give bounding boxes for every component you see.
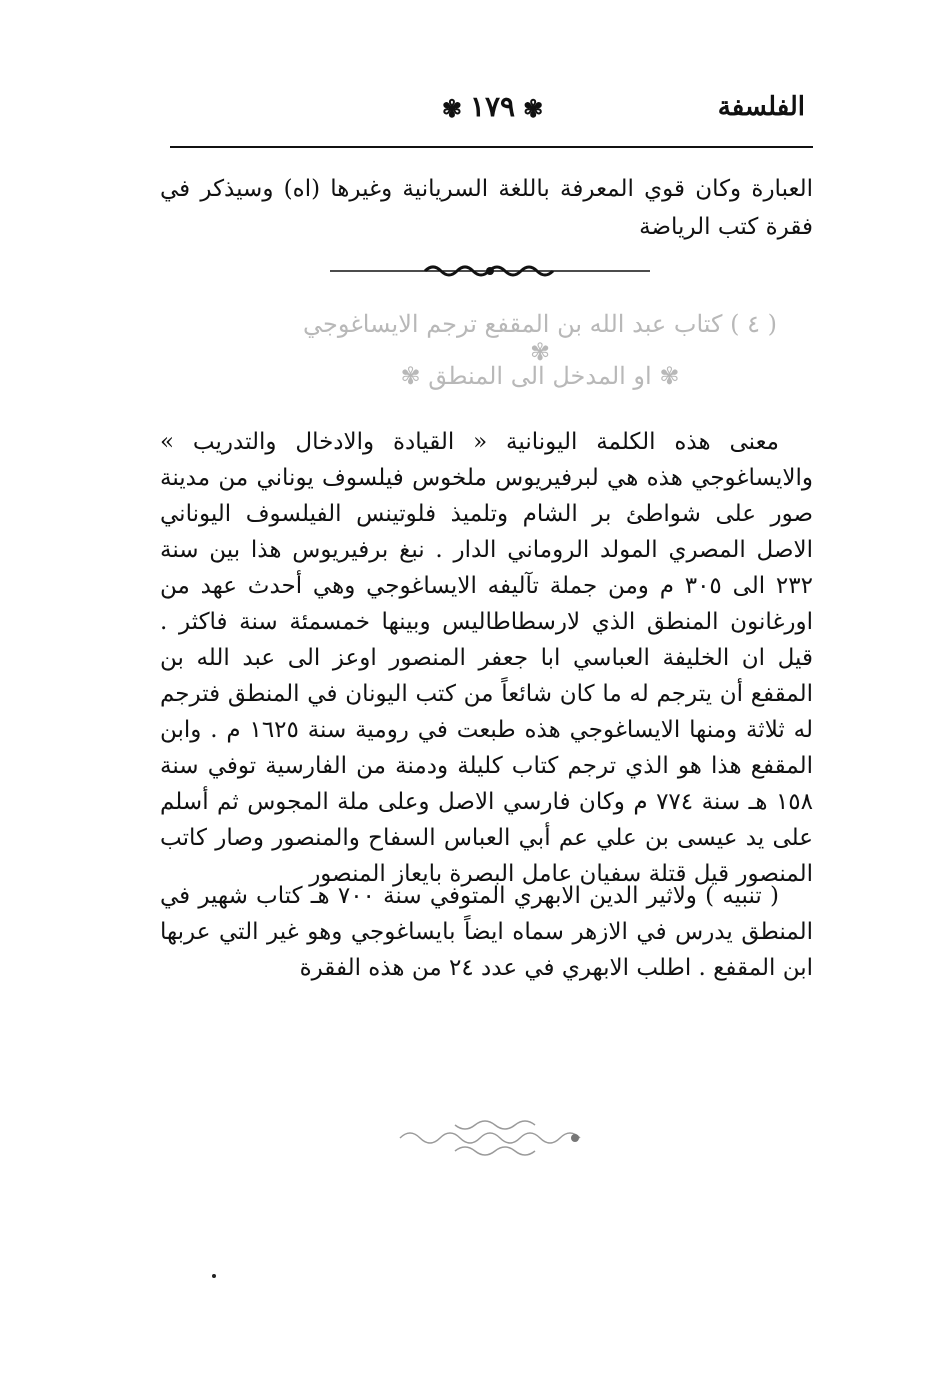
- floral-star-icon: ✾: [441, 94, 462, 123]
- floral-star-icon: ✾: [659, 362, 680, 390]
- page-number: ١٧٩: [469, 90, 516, 123]
- note-paragraph: [160, 878, 813, 986]
- section-heading-line-1: ( ٤ ) كتاب عبد الله بن المقفع ترجم الايساغوجي ✾: [303, 310, 777, 366]
- floral-star-icon: ✾: [529, 338, 551, 366]
- note-text: ( تنبيه ) ولاثير الدين الابهري المتوفي سنة ٧٠٠ هـ كتاب شهير في المنطق يدرس في الازهر سماه ايضاً بايساغوجي وهو غير التي عربها ابن المقفع . اطلب الابهري في عدد ٢٤ من هذه الفقرة: [160, 883, 814, 981]
- page-number-block: [425, 90, 560, 123]
- body-paragraph: [160, 424, 813, 892]
- page-header: [170, 84, 815, 132]
- stray-mark: [212, 1274, 216, 1278]
- floral-star-icon: ✾: [400, 362, 421, 390]
- section-heading-line-2: ✾ او المدخل الى المنطق ✾: [400, 362, 680, 390]
- ornamental-divider: [330, 260, 650, 282]
- header-rule: [170, 146, 813, 148]
- running-title: الفلسفة: [717, 92, 805, 122]
- tailpiece-ornament: [395, 1113, 595, 1163]
- body-text: معنى هذه الكلمة اليونانية « القيادة والادخال والتدريب » والايساغوجي هذه هي لبرفيريوس ملخوس فيلسوف يوناني من مدينة صور على شواطئ بر الشام وتلميذ فلوتينس الفيلسوف اليوناني الاصل المصري المولد الروماني الدار . نبغ برفيريوس هذا بين سنة ٢٣٢ الى ٣٠٥ م ومن جملة تآليفه الايساغوجي وهي أحدث عهد من اورغانون المنطق الذي لارسطاطاليس وبينها خمسمئة سنة فاكثر . قيل ان الخليفة العباسي ابا جعفر المنصور اوعز الى عبد الله بن المقفع أن يترجم له ما كان شائعاً من كتب اليونان في المنطق فترجم له ثلاثة ومنها الايساغوجي هذه طبعت في رومية سنة ١٦٢٥ م . وابن المقفع هذا هو الذي ترجم كتاب كليلة ودمنة من الفارسية توفي سنة ١٥٨ هـ سنة ٧٧٤ م وكان فارسي الاصل وعلى ملة المجوس ثم أسلم على يد عيسى بن علي عم أبي العباس السفاح والمنصور وصار كاتب المنصور قيل قتلة سفيان عامل البصرة بايعاز المنصور: [160, 429, 813, 887]
- floral-star-icon: ✾: [523, 94, 544, 123]
- intro-paragraph: العبارة وكان قوي المعرفة باللغة السريانية وغيرها (اه) وسيذكر في فقرة كتب الرياضة: [160, 176, 813, 240]
